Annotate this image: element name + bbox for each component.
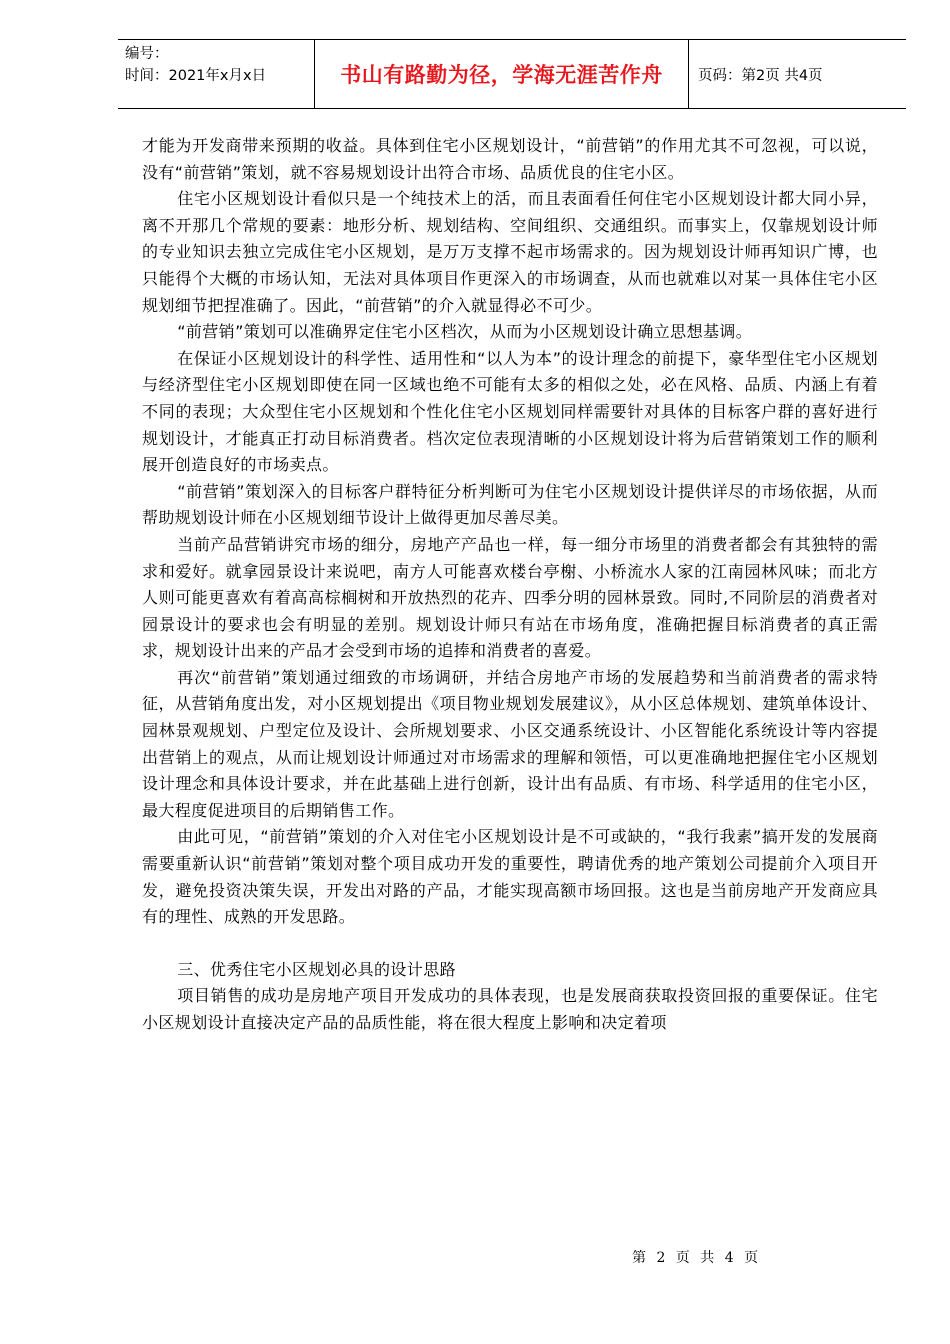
paragraph: 在保证小区规划设计的科学性、适用性和“以人为本”的设计理念的前提下，豪华型住宅小区规划与经济型住宅小区规划即使在同一区域也绝不可能有太多的相似之处，必在风格、品质、内涵上有着不同的表现；大众型住宅小区规划和个性化住宅小区规划同样需要针对具体的目标客户群的喜好进行规划设计，才能真正打动目标消费者。档次定位表现清晰的小区规划设计将为后营销策划工作的顺利展开创造良好的市场卖点。 bbox=[142, 348, 878, 475]
document-date: 时间：2021年x月x日 bbox=[125, 68, 267, 84]
paragraph: 住宅小区规划设计看似只是一个纯技术上的活，而且表面看任何住宅小区规划设计都大同小异，离不开那几个常规的要素：地形分析、规划结构、空间组织、交通组织。而事实上，仅靠规划设计师的专业知识去独立完成住宅小区规划，是万万支撑不起市场需求的。因为规划设计师再知识广博，也只能得个大概的市场认知，无法对具体项目作更深入的市场调查，从而也就难以对某一具体住宅小区规划细节把捏准确了。因此，“前营销”的介入就显得必不可少。 bbox=[142, 189, 878, 315]
paragraph: 由此可见，“前营销”策划的介入对住宅小区规划设计是不可或缺的，“我行我素”搞开发的发展商需要重新认识“前营销”策划对整个项目成功开发的重要性，聘请优秀的地产策划公司提前介入项目开发，避免投资决策失误，开发出对路的产品，才能实现高额市场回报。这也是当前房地产开发商应具有的理性、成熟的开发思路。 bbox=[142, 827, 878, 927]
paragraph: 项目销售的成功是房地产项目开发成功的具体表现，也是发展商获取投资回报的重要保证。住宅小区规划设计直接决定产品的品质性能，将在很大程度上影响和决定着项 bbox=[142, 986, 878, 1032]
document-code-label: 编号： bbox=[125, 46, 169, 62]
paragraph-continuation: 才能为开发商带来预期的收益。具体到住宅小区规划设计，“前营销”的作用尤其不可忽视，可以说，没有“前营销”策划，就不容易规划设计出符合市场、品质优良的住宅小区。 bbox=[142, 136, 878, 182]
paragraph: “前营销”策划深入的目标客户群特征分析判断可为住宅小区规划设计提供详尽的市场依据，从而帮助规划设计师在小区规划细节设计上做得更加尽善尽美。 bbox=[142, 481, 878, 528]
document-body bbox=[142, 133, 878, 1037]
paragraph: 当前产品营销讲究市场的细分，房地产产品也一样，每一细分市场里的消费者都会有其独特的需求和爱好。就拿园景设计来说吧，南方人可能喜欢楼台亭榭、小桥流水人家的江南园林风味；而北方人则可能更喜欢有着高高棕榈树和开放热烈的花卉、四季分明的园林景致。同时,不同阶层的消费者对园景设计的要求也会有明显的差别。规划设计师只有站在市场角度，准确把握目标消费者的真正需求，规划设计出来的产品才会受到市场的追捧和消费者的喜爱。 bbox=[142, 534, 878, 661]
header-meta-cell bbox=[118, 40, 315, 108]
paragraph: “前营销”策划可以准确界定住宅小区档次，从而为小区规划设计确立思想基调。 bbox=[177, 322, 753, 342]
header-page-number: 页码：第2页 共4页 bbox=[698, 67, 823, 84]
section-spacer bbox=[142, 931, 878, 957]
page-footer: 第 2 页 共 4 页 bbox=[632, 1250, 762, 1266]
header-motto: 书山有路勤为径，学海无涯苦作舟 bbox=[315, 40, 689, 108]
page-header bbox=[118, 39, 906, 109]
section-heading: 三、优秀住宅小区规划必具的设计思路 bbox=[177, 959, 456, 979]
paragraph: 再次“前营销”策划通过细致的市场调研，并结合房地产市场的发展趋势和当前消费者的需求特征，从营销角度出发，对小区规划提出《项目物业规划发展建议》，从小区总体规划、建筑单体设计、园林景观规划、户型定位及设计、会所规划要求、小区交通系统设计、小区智能化系统设计等内容提出营销上的观点，从而让规划设计师通过对市场需求的理解和领悟，可以更准确地把握住宅小区规划设计理念和具体设计要求，并在此基础上进行创新，设计出有品质、有市场、科学适用的住宅小区，最大程度促进项目的后期销售工作。 bbox=[142, 667, 878, 820]
